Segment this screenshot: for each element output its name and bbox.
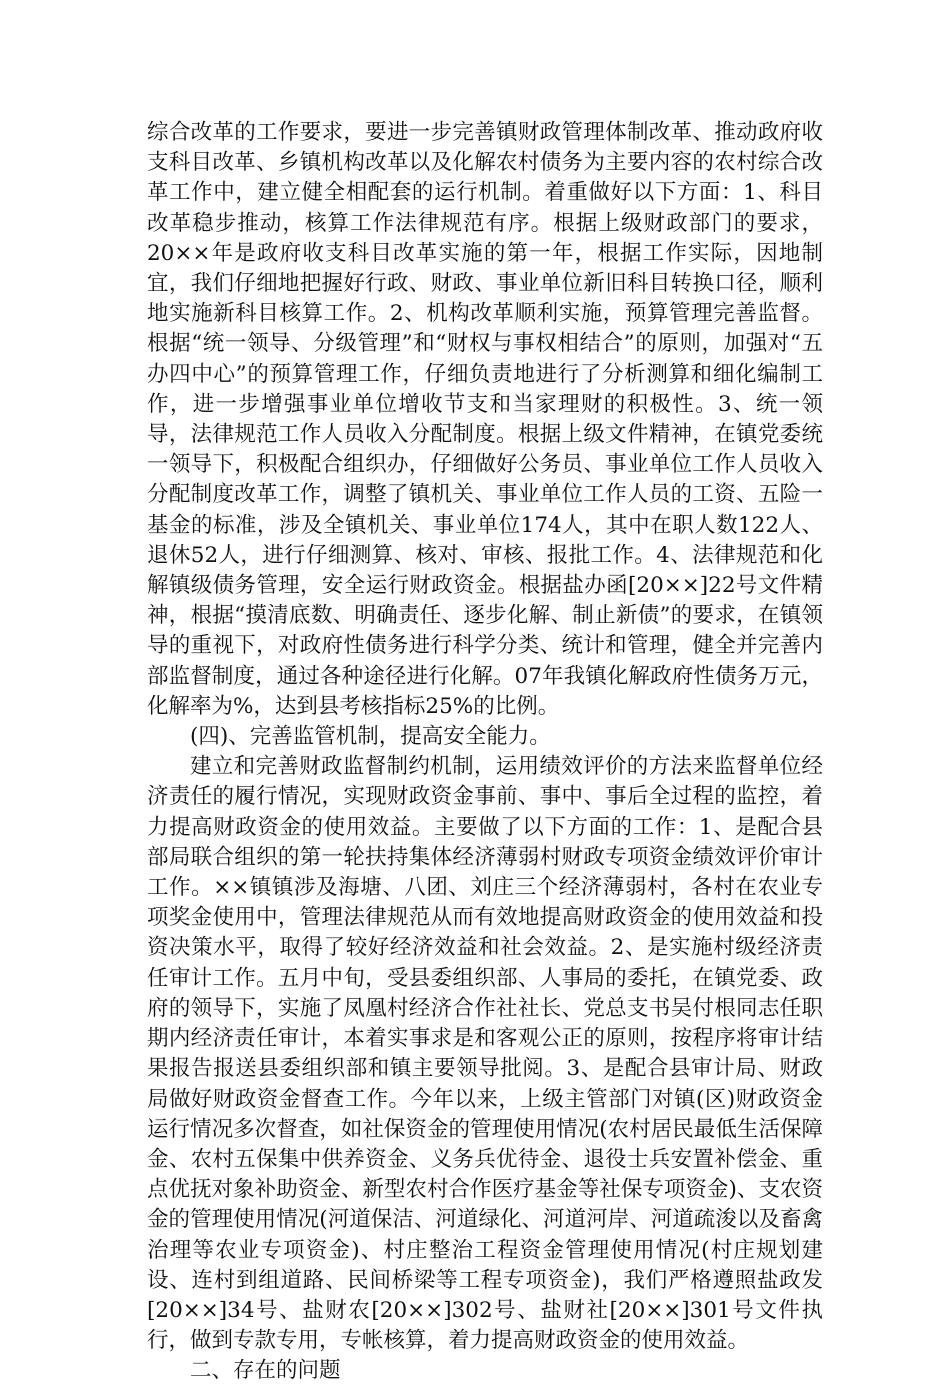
section-heading-supervision: (四)、完善监管机制，提高安全能力。 <box>190 724 551 750</box>
paragraph-reform-measures: 综合改革的工作要求，要进一步完善镇财政管理体制改革、推动政府收支科目改革、乡镇机构改革以及化解农村债务为主要内容的农村综合改革工作中，建立健全相配套的运行机制。着重做好以下方面：1、科目改革稳步推动，核算工作法律规范有序。根据上级财政部门的要求，20××年是政府收支科目改革实施的第一年，根据工作实际，因地制宜，我们仔细地把握好行政、财政、事业单位新旧科目转换口径，顺利地实施新科目核算工作。2、机构改革顺利实施，预算管理完善监督。根据“统一领导、分级管理”和“财权与事权相结合”的原则，加强对“五办四中心”的预算管理工作，仔细负责地进行了分析测算和细化编制工作，进一步增强事业单位增收节支和当家理财的积极性。3、统一领导，法律规范工作人员收入分配制度。根据上级文件精神，在镇党委统一领导下，积极配合组织办，仔细做好公务员、事业单位工作人员收入分配制度改革工作，调整了镇机关、事业单位工作人员的工资、五险一基金的标准，涉及全镇机关、事业单位174人，其中在职人数122人、退休52人，进行仔细测算、核对、审核、报批工作。4、法律规范和化解镇级债务管理，安全运行财政资金。根据盐办函[20××]22号文件精神，根据“摸清底数、明确责任、逐步化解、制止新债”的要求，在镇领导的重视下，对政府性债务进行科学分类、统计和管理，健全并完善内部监督制度，通过各种途径进行化解。07年我镇化解政府性债务万元，化解率为%，达到县考核指标25%的比例。 <box>147 120 823 719</box>
section-heading-problems: 二、存在的问题 <box>190 1358 341 1384</box>
document-body <box>147 118 823 1387</box>
paragraph-supervision-work: 建立和完善财政监督制约机制，运用绩效评价的方法来监督单位经济责任的履行情况，实现财政资金事前、事中、事后全过程的监控，着力提高财政资金的使用效益。主要做了以下方面的工作：1、是配合县部局联合组织的第一轮扶持集体经济薄弱村财政专项资金绩效评价审计工作。××镇镇涉及海塘、八团、刘庄三个经济薄弱村，各村在农业专项奖金使用中，管理法律规范从而有效地提高财政资金的使用效益和投资决策水平，取得了较好经济效益和社会效益。2、是实施村级经济责任审计工作。五月中旬，受县委组织部、人事局的委托，在镇党委、政府的领导下，实施了凤凰村经济合作社社长、党总支书吴付根同志任职期内经济责任审计，本着实事求是和客观公正的原则，按程序将审计结果报告报送县委组织部和镇主要领导批阅。3、是配合县审计局、财政局做好财政资金督查工作。今年以来，上级主管部门对镇(区)财政资金运行情况多次督查，如社保资金的管理使用情况(农村居民最低生活保障金、农村五保集中供养资金、义务兵优待金、退役士兵安置补偿金、重点优抚对象补助资金、新型农村合作医疗基金等社保专项资金)、支农资金的管理使用情况(河道保洁、河道绿化、河道河岸、河道疏浚以及畜禽治理等农业专项资金)、村庄整治工程资金管理使用情况(村庄规划建设、连村到组道路、民间桥梁等工程专项资金)，我们严格遵照盐政发[20××]34号、盐财农[20××]302号、盐财社[20××]301号文件执行，做到专款专用，专帐核算，着力提高财政资金的使用效益。 <box>147 754 823 1354</box>
